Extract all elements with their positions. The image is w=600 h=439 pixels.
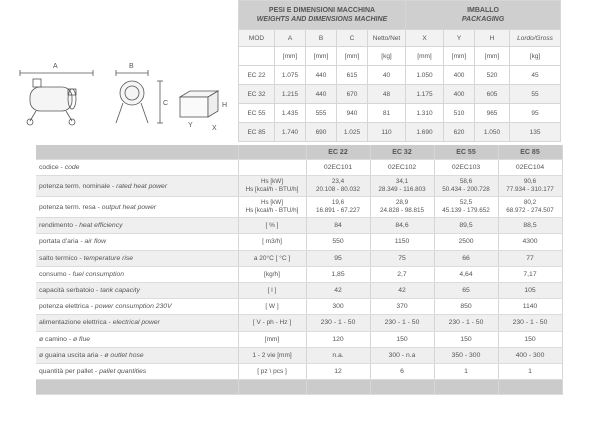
spec-label: rendimento - heat efficiency bbox=[36, 218, 238, 234]
machine-header: PESI E DIMENSIONI MACCHINA WEIGHTS AND DIMENSIONS MACHINE bbox=[239, 1, 406, 30]
spec-row bbox=[36, 282, 562, 298]
spec-value: 89,5 bbox=[434, 218, 498, 234]
spec-row bbox=[36, 250, 562, 266]
spec-value: 230 - 1 - 50 bbox=[498, 315, 562, 331]
unit-cell: [kg] bbox=[510, 47, 561, 66]
units-row bbox=[239, 47, 561, 66]
col-header: C bbox=[337, 30, 368, 47]
spec-value: 230 - 1 - 50 bbox=[306, 315, 370, 331]
spec-unit: [mm] bbox=[238, 331, 306, 347]
spec-label: potenza elettrica - power consumption 230V bbox=[36, 299, 238, 315]
spec-label: ø camino - ø flue bbox=[36, 331, 238, 347]
value-cell: 615 bbox=[337, 66, 368, 85]
specifications-table bbox=[36, 145, 563, 395]
spec-value: 80,2 68.972 - 274.507 bbox=[498, 197, 562, 218]
value-cell: 690 bbox=[306, 123, 337, 142]
value-cell: 55 bbox=[510, 85, 561, 104]
spec-value: 550 bbox=[306, 234, 370, 250]
spec-value: 1 bbox=[434, 363, 498, 379]
col-header: Lordo/Gross bbox=[510, 30, 561, 47]
spec-value: 105 bbox=[498, 282, 562, 298]
spec-value: 02EC101 bbox=[306, 160, 370, 176]
spec-value: 6 bbox=[370, 363, 434, 379]
spec-value: n.a. bbox=[306, 347, 370, 363]
models-header-row bbox=[36, 145, 562, 160]
value-cell: 81 bbox=[368, 104, 406, 123]
unit-cell: [mm] bbox=[306, 47, 337, 66]
spec-value: 300 bbox=[306, 299, 370, 315]
spec-row bbox=[36, 331, 562, 347]
unit-cell: [mm] bbox=[337, 47, 368, 66]
spec-value: 77 bbox=[498, 250, 562, 266]
spec-unit: [ W ] bbox=[238, 299, 306, 315]
weights-dimensions-table bbox=[238, 0, 561, 142]
spec-label: consumo - fuel consumption bbox=[36, 266, 238, 282]
value-cell: 45 bbox=[510, 66, 561, 85]
spec-row bbox=[36, 363, 562, 379]
unit-cell: [mm] bbox=[275, 47, 306, 66]
unit-cell: [mm] bbox=[406, 47, 444, 66]
spec-label: ø guaina uscita aria - ø outlet hose bbox=[36, 347, 238, 363]
spec-unit: [ V - ph - Hz ] bbox=[238, 315, 306, 331]
spec-value: 52,5 45.139 - 179.652 bbox=[434, 197, 498, 218]
spec-label: portata d'aria - air flow bbox=[36, 234, 238, 250]
spec-value: 4300 bbox=[498, 234, 562, 250]
spec-value: 66 bbox=[434, 250, 498, 266]
spec-row bbox=[36, 315, 562, 331]
footer-row bbox=[36, 380, 562, 395]
heater-dimensions-drawing bbox=[8, 55, 230, 145]
spec-value: 75 bbox=[370, 250, 434, 266]
spec-value: 90,6 77.934 - 310.177 bbox=[498, 176, 562, 197]
table-row bbox=[239, 85, 561, 104]
spec-value: 88,5 bbox=[498, 218, 562, 234]
spec-label: potenza term. resa - output heat power bbox=[36, 197, 238, 218]
spec-value: 400 - 300 bbox=[498, 347, 562, 363]
col-header: A bbox=[275, 30, 306, 47]
spec-unit: [ l ] bbox=[238, 282, 306, 298]
value-cell: 1.740 bbox=[275, 123, 306, 142]
value-cell: 1.050 bbox=[406, 66, 444, 85]
table-row bbox=[239, 104, 561, 123]
spec-value: 95 bbox=[306, 250, 370, 266]
spec-value: 34,1 28.349 - 116.803 bbox=[370, 176, 434, 197]
table-row bbox=[239, 66, 561, 85]
spec-value: 28,9 24.828 - 98.815 bbox=[370, 197, 434, 218]
spec-unit bbox=[238, 160, 306, 176]
value-cell: 965 bbox=[475, 104, 510, 123]
spec-label: salto termico - temperature rise bbox=[36, 250, 238, 266]
unit-cell: [mm] bbox=[475, 47, 510, 66]
spec-row bbox=[36, 218, 562, 234]
spec-value: 370 bbox=[370, 299, 434, 315]
spec-value: 42 bbox=[370, 282, 434, 298]
value-cell: 135 bbox=[510, 123, 561, 142]
spec-label: potenza term. nominale - rated heat power bbox=[36, 176, 238, 197]
spec-row bbox=[36, 266, 562, 282]
spec-value: 02EC103 bbox=[434, 160, 498, 176]
spec-unit: Hs [kW] Hs [kcal/h - BTU/h] bbox=[238, 197, 306, 218]
unit-cell: [kg] bbox=[368, 47, 406, 66]
spec-unit: [ % ] bbox=[238, 218, 306, 234]
dimension-diagram bbox=[8, 55, 230, 145]
value-cell: 1.690 bbox=[406, 123, 444, 142]
model-cell: EC 85 bbox=[239, 123, 275, 142]
value-cell: 1.050 bbox=[475, 123, 510, 142]
spec-value: 65 bbox=[434, 282, 498, 298]
value-cell: 510 bbox=[444, 104, 475, 123]
col-header: MOD bbox=[239, 30, 275, 47]
col-header: Y bbox=[444, 30, 475, 47]
spec-value: 230 - 1 - 50 bbox=[370, 315, 434, 331]
value-cell: 620 bbox=[444, 123, 475, 142]
spec-value: 02EC102 bbox=[370, 160, 434, 176]
spec-row bbox=[36, 197, 562, 218]
spec-unit: [kg/h] bbox=[238, 266, 306, 282]
spec-row bbox=[36, 160, 562, 176]
col-header: X bbox=[406, 30, 444, 47]
spec-value: 02EC104 bbox=[498, 160, 562, 176]
value-cell: 670 bbox=[337, 85, 368, 104]
spec-label: capacità serbatoio - tank capacity bbox=[36, 282, 238, 298]
model-cell: EC 55 bbox=[239, 104, 275, 123]
spec-value: 1140 bbox=[498, 299, 562, 315]
value-cell: 40 bbox=[368, 66, 406, 85]
spec-value: 42 bbox=[306, 282, 370, 298]
spec-row bbox=[36, 299, 562, 315]
label-h: H bbox=[222, 102, 228, 109]
label-b: B bbox=[129, 63, 134, 70]
spec-unit: [ m3/h] bbox=[238, 234, 306, 250]
label-a: A bbox=[53, 63, 58, 70]
spec-value: 350 - 300 bbox=[434, 347, 498, 363]
spec-value: 150 bbox=[434, 331, 498, 347]
spec-value: 58,6 50.434 - 200.728 bbox=[434, 176, 498, 197]
value-cell: 555 bbox=[306, 104, 337, 123]
value-cell: 1.175 bbox=[406, 85, 444, 104]
spec-value: 850 bbox=[434, 299, 498, 315]
value-cell: 940 bbox=[337, 104, 368, 123]
unit-cell: [mm] bbox=[444, 47, 475, 66]
spec-row bbox=[36, 234, 562, 250]
spec-label: quantità per pallet - pallet quantities bbox=[36, 363, 238, 379]
value-cell: 520 bbox=[475, 66, 510, 85]
packaging-header: IMBALLO PACKAGING bbox=[406, 1, 561, 30]
value-cell: 48 bbox=[368, 85, 406, 104]
spec-value: 2500 bbox=[434, 234, 498, 250]
spec-unit: Hs [kW] Hs [kcal/h - BTU/h] bbox=[238, 176, 306, 197]
value-cell: 1.310 bbox=[406, 104, 444, 123]
col-header: Netto/Net bbox=[368, 30, 406, 47]
spec-value: 120 bbox=[306, 331, 370, 347]
table-row bbox=[239, 123, 561, 142]
model-header: EC 22 bbox=[306, 145, 370, 160]
spec-value: 150 bbox=[498, 331, 562, 347]
label-x: X bbox=[212, 125, 217, 132]
spec-unit: 1 - 2 vie [mm] bbox=[238, 347, 306, 363]
value-cell: 1.435 bbox=[275, 104, 306, 123]
spec-value: 7,17 bbox=[498, 266, 562, 282]
value-cell: 440 bbox=[306, 85, 337, 104]
spec-value: 1,85 bbox=[306, 266, 370, 282]
model-header: EC 85 bbox=[498, 145, 562, 160]
spec-value: 1150 bbox=[370, 234, 434, 250]
value-cell: 605 bbox=[475, 85, 510, 104]
spec-value: 230 - 1 - 50 bbox=[434, 315, 498, 331]
label-y: Y bbox=[188, 122, 193, 129]
spec-value: 23,4 20.108 - 80.032 bbox=[306, 176, 370, 197]
label-c: C bbox=[163, 100, 169, 107]
spec-value: 4,64 bbox=[434, 266, 498, 282]
spec-value: 300 - n.a bbox=[370, 347, 434, 363]
spec-label: codice - code bbox=[36, 160, 238, 176]
value-cell: 1.215 bbox=[275, 85, 306, 104]
value-cell: 440 bbox=[306, 66, 337, 85]
unit-cell bbox=[239, 47, 275, 66]
value-cell: 400 bbox=[444, 85, 475, 104]
value-cell: 95 bbox=[510, 104, 561, 123]
model-header: EC 32 bbox=[370, 145, 434, 160]
spec-unit: a 20°C [ °C ] bbox=[238, 250, 306, 266]
spec-unit: [ pz \ pcs ] bbox=[238, 363, 306, 379]
value-cell: 400 bbox=[444, 66, 475, 85]
spec-row bbox=[36, 176, 562, 197]
spec-value: 1 bbox=[498, 363, 562, 379]
value-cell: 1.025 bbox=[337, 123, 368, 142]
model-cell: EC 22 bbox=[239, 66, 275, 85]
spec-label: alimentazione elettrica - electrical power bbox=[36, 315, 238, 331]
value-cell: 1.075 bbox=[275, 66, 306, 85]
value-cell: 110 bbox=[368, 123, 406, 142]
spec-value: 150 bbox=[370, 331, 434, 347]
col-header: H bbox=[475, 30, 510, 47]
columns-row bbox=[239, 30, 561, 47]
model-header: EC 55 bbox=[434, 145, 498, 160]
spec-value: 19,6 16.891 - 67.227 bbox=[306, 197, 370, 218]
model-cell: EC 32 bbox=[239, 85, 275, 104]
col-header: B bbox=[306, 30, 337, 47]
spec-row bbox=[36, 347, 562, 363]
spec-value: 12 bbox=[306, 363, 370, 379]
spec-value: 84,6 bbox=[370, 218, 434, 234]
spec-value: 2,7 bbox=[370, 266, 434, 282]
spec-value: 84 bbox=[306, 218, 370, 234]
